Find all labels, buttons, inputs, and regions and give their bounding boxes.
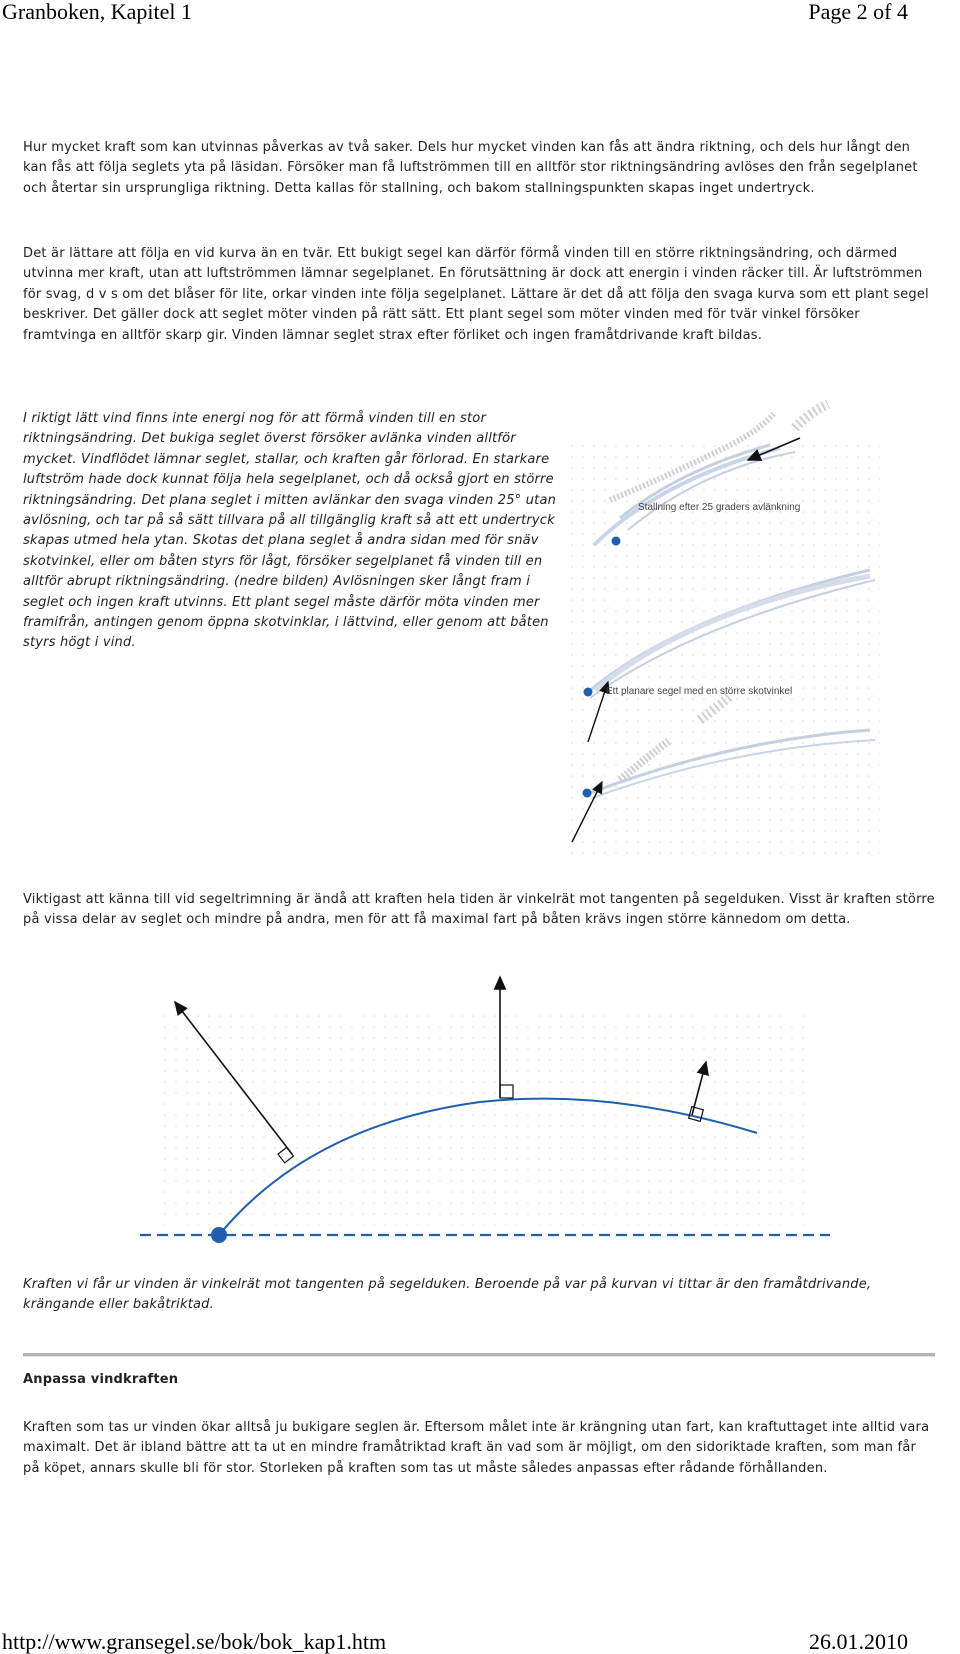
paragraph-light-wind: I riktigt lätt vind finns inte energi nog för att förmå vinden till en stor riktningsändring. Det bukiga seglet överst försöker avlänka vinden alltför mycket. Vindflödet lämnar seglet, stallar, och kraften går förlorad. En starkare luftström hade dock kunnat följa hela segelplanet, och då också gjort en större riktningsändring. Det plana seglet i mitten avlänkar den svaga vinden 25° utan avlösning, och tar på så sätt tillvara på all tillgänglig kraft så att ett undertryck skapas utmed hela ytan. Skotas det plana seglet å andra sidan med för snäv skotvinkel, eller om båten styrs för lågt, försöker segelplanet få vinden till en alltför abrupt riktningsändring. (nedre bilden) Avlösningen sker långt fram i seglet och ingen kraft utvinns. Ett plant segel måste därför möta vinden mer framifrån, antingen genom öppna skotvinklar, i lättvind, eller genom att båten styrs högt i vind. <box>23 411 557 651</box>
section-heading: Anpassa vindkraften <box>23 1372 179 1387</box>
paragraph-adapt-force: Kraften som tas ur vinden ökar alltså ju bukigare seglen är. Eftersom målet inte är krängning utan fart, kan kraftuttaget inte alltid vara maximalt. Det är ibland bättre att ta ut en mindre framåtriktad kraft än vad som är möjligt, om den sidoriktade kraften, som man får på köpet, annars skulle bli för stor. Storleken på kraften som tas ut måste således anpassas efter rådande förhållanden. <box>23 1420 930 1476</box>
paragraph-force-caption: Kraften vi får ur vinden är vinkelrät mot tangenten på segelduken. Beroende på var på kurvan vi tittar är den framåtdrivande, krängande eller bakåtriktad. <box>23 1277 872 1313</box>
header-title: Granboken, Kapitel 1 <box>2 0 192 24</box>
paragraph-curve: Det är lättare att följa en vid kurva än en tvär. Ett bukigt segel kan därför förmå vinden till en större riktningsändring, och därmed utvinna mer kraft, utan att luftströmmen lämnar segelplanet. En förutsättning är dock att energin i vinden räcker till. Är luftströmmen för svag, d v s om det blåser för lite, orkar vinden inte följa segelplanet. Lättare är det då att följa den svaga kurva som ett plant segel beskriver. Det gäller dock att seglet möter vinden på rätt sätt. Ett plant segel som möter vinden med för tvär vinkel försöker framtvinga en alltför skarp gir. Vinden lämnar seglet strax efter förliket och ingen framåtdrivande kraft bildas. <box>23 246 929 343</box>
paragraph-force-factors: Hur mycket kraft som kan utvinnas påverkas av två saker. Dels hur mycket vinden kan fås att ändra riktning, och dels hur långt den kan fås att följa seglets yta på läsidan. Försöker man få luftströmmen till en alltför stor riktningsändring avlöses den från segelplanet och återtar sin ursprungliga riktning. Detta kallas för stallning, och bakom stallningspunkten skapas inget undertryck. <box>23 140 918 196</box>
stalled-sail-label: Stallning efter 25 graders avlänkning <box>638 502 801 513</box>
flat-sail-label: Ett planare segel med en större skotvinkel <box>606 686 793 697</box>
footer-date: 26.01.2010 <box>809 1629 908 1654</box>
header-page-number: Page 2 of 4 <box>808 0 908 24</box>
paragraph-perpendicular-force: Viktigast att känna till vid segeltrimning är ändå att kraften hela tiden är vinkelrät mot tangenten på segelduken. Visst är kraften större på vissa delar av seglet och mindre på andra, men för att få maximal fart på båten krävs ingen större kännedom om detta. <box>23 892 935 928</box>
section-divider <box>23 1353 935 1357</box>
force-perpendicular-figure <box>130 970 830 1250</box>
footer-url: http://www.gransegel.se/bok/bok_kap1.htm <box>2 1629 387 1654</box>
sail-flow-figure <box>570 400 890 890</box>
